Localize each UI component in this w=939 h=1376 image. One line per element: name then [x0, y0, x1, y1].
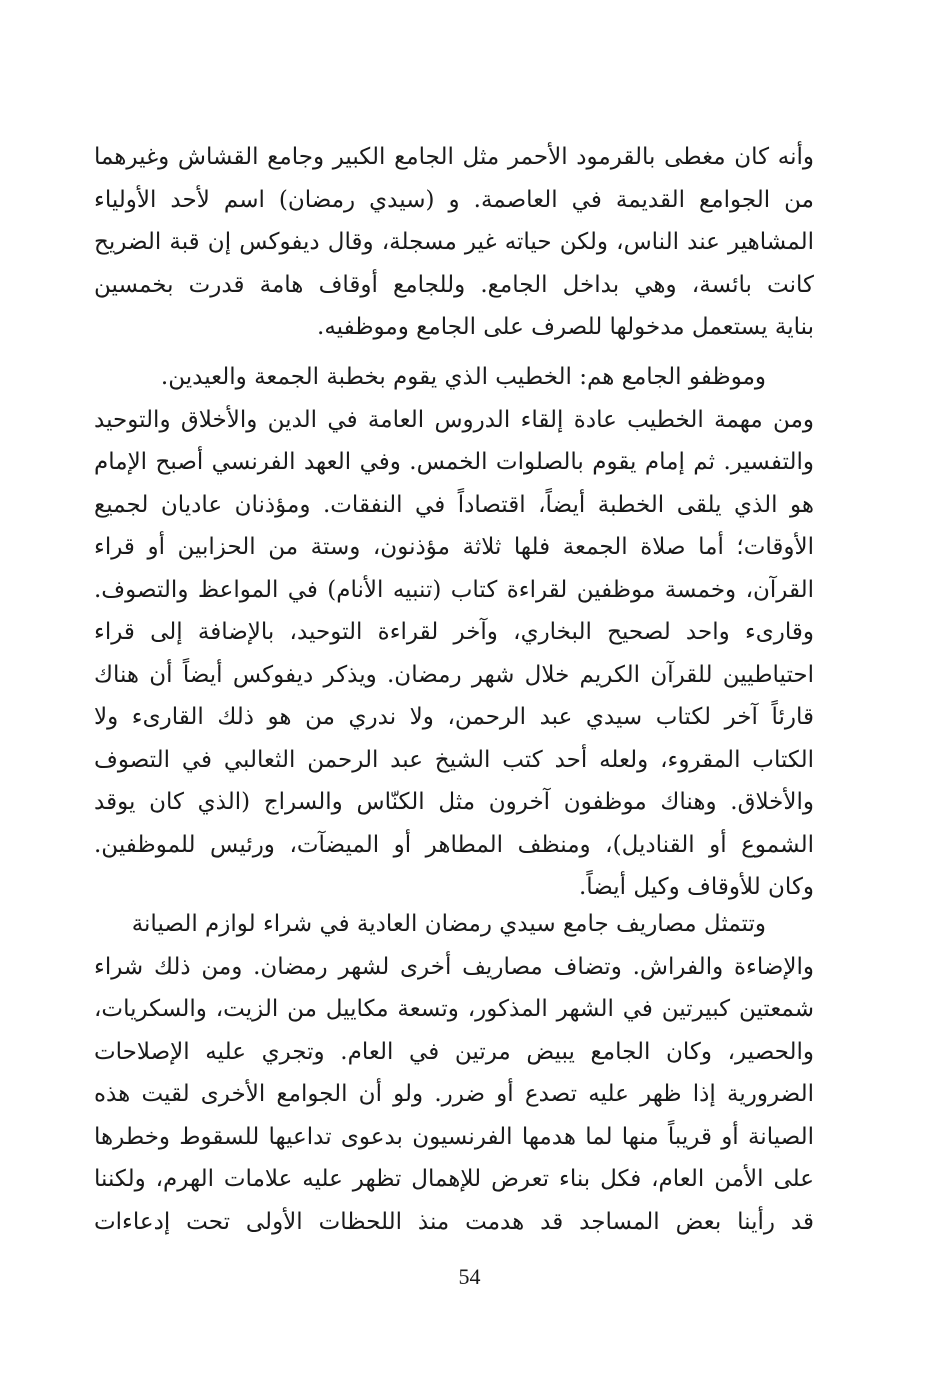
page-number: 54: [458, 1264, 481, 1289]
paragraph-1: [94, 136, 814, 349]
paragraph-line: على الأمن العام، فكل بناء تعرض للإهمال تظهر عليه علامات الهرم، ولكننا: [94, 1166, 814, 1192]
paragraph-line: من الجوامع القديمة في العاصمة. و (سيدي رمضان) اسم لأحد الأولياء: [94, 186, 814, 213]
paragraph-line: الضرورية إذا ظهر عليه تصدع أو ضرر. ولو أن الجوامع الأخرى لقيت هذه: [94, 1081, 814, 1107]
paragraph-line: بناية يستعمل مدخولها للصرف على الجامع وموظفيه.: [317, 314, 814, 340]
paragraph-line: كانت بائسة، وهي بداخل الجامع. وللجامع أوقاف هامة قدرت بخمسين: [94, 271, 814, 298]
paragraph-line: والتفسير. ثم إمام يقوم بالصلوات الخمس. وفي العهد الفرنسي أصبح الإمام: [94, 449, 814, 475]
paragraph-line: الأوقات؛ أما صلاة الجمعة فلها ثلاثة مؤذنون، وستة من الحزابين أو قراء: [94, 534, 814, 560]
paragraph-line: الشموع أو القناديل)، ومنظف المطاهر أو الميضآت، ورئيس للموظفين.: [94, 831, 814, 858]
paragraph-line: القرآن، وخمسة موظفين لقراءة كتاب (تنبيه الأنام) في المواعظ والتصوف.: [94, 576, 814, 603]
paragraph-line: وتتمثل مصاريف جامع سيدي رمضان العادية في شراء لوازم الصيانة: [131, 911, 766, 937]
paragraph-line: قد رأينا بعض المساجد قد هدمت منذ اللحظات الأولى تحت إدعاءات: [94, 1208, 814, 1235]
paragraph-line: شمعتين كبيرتين في الشهر المذكور، وتسعة مكاييل من الزيت، والسكريات،: [94, 996, 814, 1022]
paragraph-line: قارئاً آخر لكتاب سيدي عبد الرحمن، ولا ندري من هو ذلك القارىء ولا: [94, 704, 814, 730]
paragraph-line: وأنه كان مغطى بالقرمود الأحمر مثل الجامع الكبير وجامع القشاش وغيرهما: [94, 144, 814, 170]
paragraph-line: وموظفو الجامع هم: الخطيب الذي يقوم بخطبة الجمعة والعيدين.: [160, 364, 766, 390]
paragraph-line: والحصير، وكان الجامع يبيض مرتين في العام. وتجري عليه الإصلاحات: [94, 1038, 814, 1065]
paragraph-line: الكتاب المقروء، ولعله أحد كتب الشيخ عبد الرحمن الثعالبي في التصوف: [94, 746, 814, 773]
paragraph-line: وكان للأوقاف وكيل أيضاً.: [578, 874, 814, 900]
paragraph-line: احتياطيين للقرآن الكريم خلال شهر رمضان. ويذكر ديفوكس أيضاً أن هناك: [94, 661, 814, 688]
paragraph-3: [94, 903, 814, 1243]
paragraph-line: المشاهير عند الناس، ولكن حياته غير مسجلة، وقال ديفوكس إن قبة الضريح: [94, 229, 814, 255]
paragraph-line: والأخلاق. وهناك موظفون آخرون مثل الكنّاس والسراج (الذي كان يوقد: [94, 789, 814, 815]
paragraph-2: [94, 356, 814, 909]
paragraph-line: والإضاءة والفراش. وتضاف مصاريف أخرى لشهر رمضان. ومن ذلك شراء: [94, 953, 814, 980]
paragraph-line: وقارىء واحد لصحيح البخاري، وآخر لقراءة التوحيد، بالإضافة إلى قراء: [94, 619, 814, 645]
paragraph-line: ومن مهمة الخطيب عادة إلقاء الدروس العامة في الدين والأخلاق والتوحيد: [94, 406, 814, 433]
paragraph-line: هو الذي يلقى الخطبة أيضاً، اقتصاداً في النفقات. ومؤذنان عاديان لجميع: [94, 491, 814, 518]
paragraph-line: الصيانة أو قريباً منها لما هدمها الفرنسيون بدعوى تداعيها للسقوط وخطرها: [94, 1123, 814, 1150]
